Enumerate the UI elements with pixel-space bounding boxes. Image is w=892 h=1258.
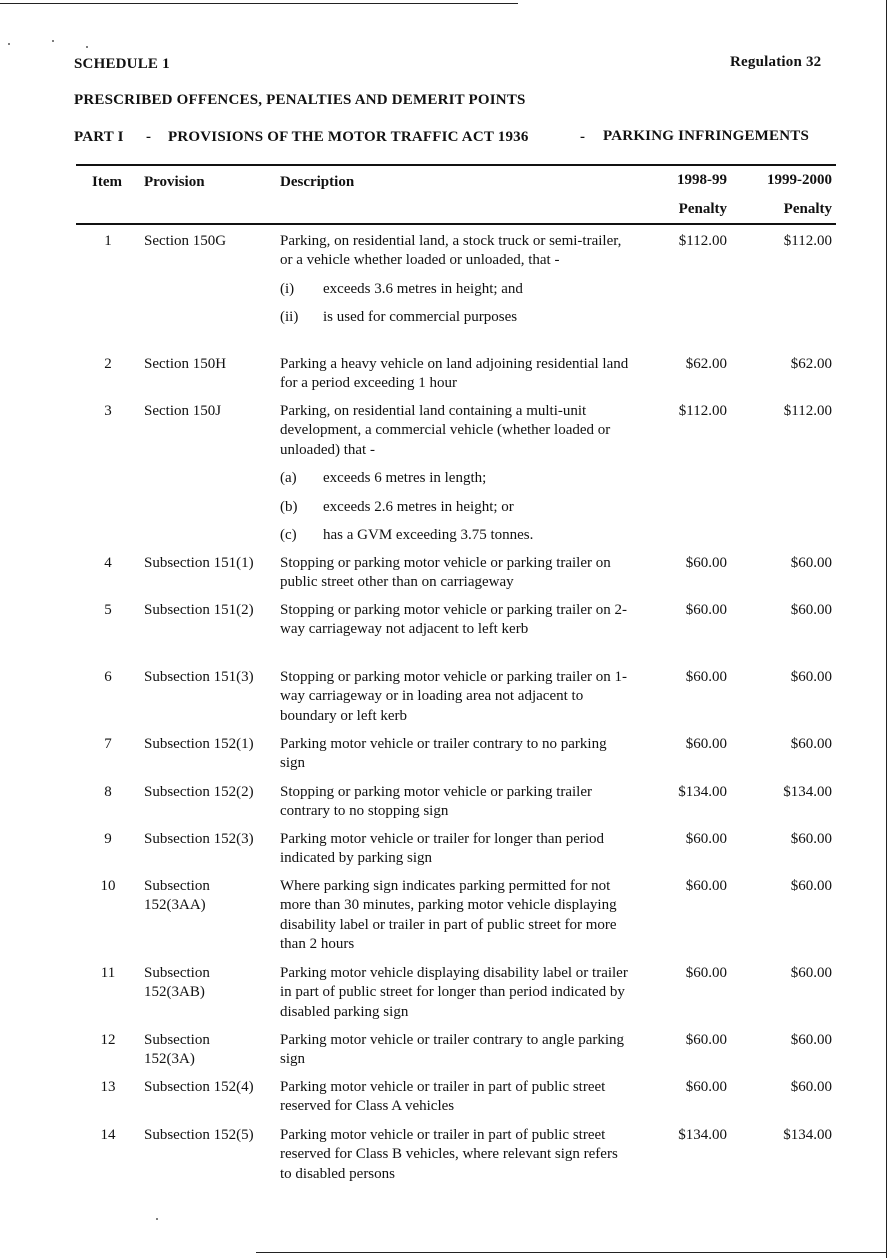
penalty-1998-99: $134.00: [678, 1127, 727, 1143]
part-act: PROVISIONS OF THE MOTOR TRAFFIC ACT 1936: [168, 129, 529, 145]
column-header-1998-year: 1998-99: [677, 172, 727, 188]
provision: Subsection 152(3AB): [144, 965, 210, 1001]
provision: Subsection 151(2): [144, 602, 254, 618]
part-separator: -: [146, 129, 152, 145]
description: Parking, on residential land containing a multi-unit development, a commercial vehicle (whether loaded or unloaded) that -: [280, 403, 611, 458]
sub-item: [280, 526, 630, 545]
sub-item-text: has a GVM exceeding 3.75 tonnes.: [323, 527, 534, 544]
item-number: 14: [100, 1127, 116, 1143]
description: Stopping or parking motor vehicle or parking trailer on 1-way carriageway or in loading area not adjacent to boundary or left kerb: [280, 669, 627, 724]
penalty-1999-2000: $112.00: [783, 233, 832, 249]
sub-item: [280, 308, 630, 327]
scan-speck: [86, 46, 88, 48]
penalty-1998-99: $60.00: [685, 965, 727, 981]
penalty-1998-99: $60.00: [685, 602, 727, 618]
document-title: PRESCRIBED OFFENCES, PENALTIES AND DEMERIT POINTS: [74, 92, 526, 108]
provision: Subsection 151(3): [144, 669, 254, 685]
part-separator: -: [580, 129, 586, 145]
penalty-1999-2000: $60.00: [790, 669, 832, 685]
item-number: 7: [104, 736, 112, 752]
part-label: PART I: [74, 129, 124, 145]
description: Where parking sign indicates parking permitted for not more than 30 minutes, parking motor vehicle displaying disability label or trailer in part of public street for more than 2 hours: [280, 878, 617, 953]
description: Parking motor vehicle or trailer in part of public street reserved for Class B vehicles, where relevant sign refers to disabled persons: [280, 1127, 618, 1182]
penalty-1999-2000: $112.00: [783, 403, 832, 419]
provision: Subsection 152(5): [144, 1127, 254, 1143]
sub-item-label: (a): [280, 470, 297, 487]
description: Stopping or parking motor vehicle or parking trailer contrary to no stopping sign: [280, 784, 593, 820]
sub-item: [280, 280, 630, 299]
item-number: 13: [100, 1079, 116, 1095]
column-header-1999-year: 1999-2000: [767, 172, 832, 188]
penalty-1998-99: $60.00: [685, 878, 727, 894]
description-cell: [280, 232, 630, 328]
penalty-1999-2000: $62.00: [790, 356, 832, 372]
description: Stopping or parking motor vehicle or parking trailer on 2-way carriageway not adjacent to left kerb: [280, 602, 627, 638]
penalty-1999-2000: $60.00: [790, 602, 832, 618]
description: Parking, on residential land, a stock truck or semi-trailer, or a vehicle whether loaded or unloaded, that -: [280, 233, 622, 269]
description: Parking a heavy vehicle on land adjoining residential land for a period exceeding 1 hour: [280, 356, 629, 392]
penalty-1998-99: $62.00: [685, 356, 727, 372]
penalty-1998-99: $60.00: [685, 736, 727, 752]
item-number: 9: [104, 831, 112, 847]
sub-item-text: is used for commercial purposes: [323, 309, 518, 326]
column-header-item: Item: [92, 174, 122, 190]
provision: Subsection 152(1): [144, 736, 254, 752]
description: Parking motor vehicle or trailer in part of public street reserved for Class A vehicles: [280, 1079, 606, 1115]
column-header-description: Description: [280, 174, 355, 190]
description: Parking motor vehicle or trailer contrary to no parking sign: [280, 736, 607, 772]
item-number: 6: [104, 669, 112, 685]
penalty-1999-2000: $60.00: [790, 555, 832, 571]
item-number: 8: [104, 784, 112, 800]
item-number: 11: [100, 965, 116, 981]
penalty-1998-99: $60.00: [685, 1032, 727, 1048]
penalty-1998-99: $60.00: [685, 555, 727, 571]
sub-item-text: exceeds 6 metres in length;: [323, 470, 487, 487]
provision: Subsection 151(1): [144, 555, 254, 571]
scan-speck: [8, 43, 10, 45]
schedule-title: SCHEDULE 1: [74, 56, 170, 72]
item-number: 5: [104, 602, 112, 618]
penalty-1999-2000: $60.00: [790, 965, 832, 981]
penalty-1999-2000: $60.00: [790, 1079, 832, 1095]
penalty-1999-2000: $60.00: [790, 736, 832, 752]
penalty-1999-2000: $134.00: [783, 1127, 832, 1143]
penalty-1998-99: $60.00: [685, 831, 727, 847]
provision: Subsection 152(4): [144, 1079, 254, 1095]
item-number: 4: [104, 555, 112, 571]
sub-item-text: exceeds 2.6 metres in height; or: [323, 498, 514, 515]
description: Parking motor vehicle displaying disability label or trailer in part of public street for longer than period indicated by disabled parking sign: [280, 965, 628, 1020]
description: Parking motor vehicle or trailer for longer than period indicated by parking sign: [280, 831, 605, 867]
provision: Subsection 152(3A): [144, 1032, 210, 1068]
penalty-1998-99: $112.00: [678, 233, 727, 249]
column-header-provision: Provision: [144, 174, 205, 190]
description: Parking motor vehicle or trailer contrary to angle parking sign: [280, 1032, 625, 1068]
scan-edge-bottom: [256, 1252, 886, 1253]
penalty-1999-2000: $60.00: [790, 1032, 832, 1048]
provision: Section 150J: [144, 403, 222, 419]
item-number: 1: [104, 233, 112, 249]
sub-item-text: exceeds 3.6 metres in height; and: [323, 280, 523, 297]
penalty-1998-99: $60.00: [685, 1079, 727, 1095]
penalty-1998-99: $134.00: [678, 784, 727, 800]
table-top-rule: [76, 164, 836, 166]
scan-edge-top: [0, 3, 518, 4]
penalty-1998-99: $112.00: [678, 403, 727, 419]
scan-edge-right: [886, 0, 887, 1258]
scan-speck: [156, 1218, 158, 1220]
table-header-rule: [76, 223, 836, 225]
sub-item-label: (ii): [280, 309, 299, 326]
item-number: 3: [104, 403, 112, 419]
description-cell: [280, 402, 630, 545]
penalty-1999-2000: $134.00: [783, 784, 832, 800]
penalty-1999-2000: $60.00: [790, 831, 832, 847]
part-topic: PARKING INFRINGEMENTS: [603, 128, 810, 144]
penalty-1999-2000: $60.00: [790, 878, 832, 894]
provision: Subsection 152(3AA): [144, 878, 210, 914]
sub-item: [280, 469, 630, 488]
regulation-ref: Regulation 32: [730, 54, 822, 70]
item-number: 10: [100, 878, 116, 894]
item-number: 2: [104, 356, 112, 372]
sub-item-label: (i): [280, 280, 295, 297]
sub-item-label: (b): [280, 498, 298, 515]
description: Stopping or parking motor vehicle or parking trailer on public street other than on carriageway: [280, 555, 611, 591]
item-number: 12: [100, 1032, 116, 1048]
provision: Subsection 152(2): [144, 784, 254, 800]
provision: Subsection 152(3): [144, 831, 254, 847]
column-header-1999-penalty: Penalty: [783, 201, 832, 217]
sub-item-label: (c): [280, 527, 297, 544]
penalty-1998-99: $60.00: [685, 669, 727, 685]
column-header-1998-penalty: Penalty: [678, 201, 727, 217]
scan-speck: [52, 40, 54, 42]
sub-item: [280, 498, 630, 517]
provision: Section 150G: [144, 233, 227, 249]
provision: Section 150H: [144, 356, 227, 372]
